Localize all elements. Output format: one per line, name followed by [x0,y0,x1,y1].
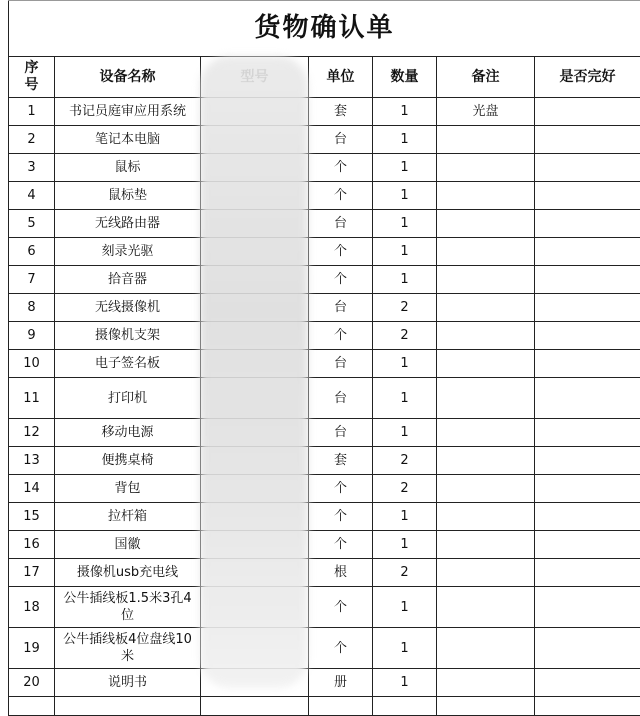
row-unit: 册 [309,669,373,697]
table-row [9,294,640,322]
row-ok [535,559,640,587]
row-qty: 1 [373,531,437,559]
row-note: 光盘 [437,98,535,126]
row-ok [535,669,640,697]
row-seq: 1 [9,98,55,126]
row-device-name: 书记员庭审应用系统 [55,98,201,126]
row-qty: 1 [373,587,437,628]
table-row [9,628,640,669]
row-qty: 1 [373,98,437,126]
table-row [9,531,640,559]
row-seq: 10 [9,350,55,378]
table-row [9,182,640,210]
row-note [437,503,535,531]
row-qty: 1 [373,503,437,531]
row-ok [535,447,640,475]
row-note [437,266,535,294]
row-seq: 8 [9,294,55,322]
row-qty: 2 [373,559,437,587]
row-qty: 2 [373,475,437,503]
row-ok [535,210,640,238]
row-note [437,154,535,182]
row-device-name: 无线路由器 [55,210,201,238]
row-unit: 个 [309,322,373,350]
row-note [437,126,535,154]
row-ok [535,126,640,154]
row-note [437,294,535,322]
row-unit: 台 [309,126,373,154]
header-unit: 单位 [309,57,373,98]
row-note [437,210,535,238]
row-device-name: 笔记本电脑 [55,126,201,154]
row-note [437,447,535,475]
table-row [9,669,640,697]
table-row [9,210,640,238]
row-note [437,587,535,628]
row-ok [535,266,640,294]
table-row [9,322,640,350]
row-seq: 2 [9,126,55,154]
row-device-name: 移动电源 [55,419,201,447]
row-qty: 1 [373,266,437,294]
row-unit: 台 [309,378,373,419]
row-qty: 1 [373,126,437,154]
row-note [437,669,535,697]
row-device-name: 鼠标 [55,154,201,182]
goods-table [8,0,640,716]
row-device-name: 拾音器 [55,266,201,294]
row-ok [535,182,640,210]
row-ok [535,475,640,503]
row-ok [535,322,640,350]
row-qty: 1 [373,154,437,182]
row-seq: 14 [9,475,55,503]
table-row [9,587,640,628]
row-qty: 2 [373,322,437,350]
header-seq: 序号 [9,57,55,98]
row-device-name: 鼠标垫 [55,182,201,210]
row-note [437,559,535,587]
row-note [437,350,535,378]
row-ok [535,531,640,559]
row-qty: 1 [373,350,437,378]
row-seq: 11 [9,378,55,419]
row-unit: 个 [309,628,373,669]
blank-row [9,697,640,716]
row-device-name: 摄像机支架 [55,322,201,350]
row-unit: 台 [309,419,373,447]
row-note [437,378,535,419]
row-seq: 13 [9,447,55,475]
row-seq: 15 [9,503,55,531]
row-ok [535,503,640,531]
table-row [9,154,640,182]
row-unit: 个 [309,587,373,628]
row-device-name: 背包 [55,475,201,503]
row-qty: 1 [373,669,437,697]
row-device-name: 拉杆箱 [55,503,201,531]
row-device-name: 摄像机usb充电线 [55,559,201,587]
row-note [437,628,535,669]
model-column-redaction [200,56,308,688]
row-unit: 个 [309,531,373,559]
table-row [9,350,640,378]
row-ok [535,587,640,628]
row-unit: 台 [309,294,373,322]
row-device-name: 电子签名板 [55,350,201,378]
row-note [437,322,535,350]
row-unit: 套 [309,447,373,475]
row-ok [535,350,640,378]
header-note: 备注 [437,57,535,98]
table-row [9,98,640,126]
row-unit: 个 [309,475,373,503]
table-row [9,559,640,587]
row-seq: 20 [9,669,55,697]
row-unit: 个 [309,238,373,266]
row-ok [535,98,640,126]
sheet-title: 货物确认单 [9,1,640,57]
row-note [437,238,535,266]
row-qty: 1 [373,419,437,447]
row-qty: 1 [373,210,437,238]
row-unit: 个 [309,266,373,294]
row-unit: 个 [309,182,373,210]
row-seq: 18 [9,587,55,628]
row-seq: 16 [9,531,55,559]
table-row [9,378,640,419]
row-ok [535,238,640,266]
table-row [9,503,640,531]
row-ok [535,294,640,322]
table-row [9,447,640,475]
row-note [437,531,535,559]
row-seq: 5 [9,210,55,238]
row-seq: 9 [9,322,55,350]
row-unit: 台 [309,210,373,238]
row-device-name: 国徽 [55,531,201,559]
header-qty: 数量 [373,57,437,98]
row-note [437,182,535,210]
row-ok [535,378,640,419]
row-seq: 4 [9,182,55,210]
table-row [9,475,640,503]
row-seq: 7 [9,266,55,294]
row-qty: 1 [373,182,437,210]
row-unit: 台 [309,350,373,378]
row-seq: 19 [9,628,55,669]
row-unit: 根 [309,559,373,587]
row-ok [535,628,640,669]
row-device-name: 便携桌椅 [55,447,201,475]
row-qty: 1 [373,238,437,266]
row-ok [535,419,640,447]
table-body [9,98,640,697]
header-name: 设备名称 [55,57,201,98]
row-note [437,475,535,503]
row-note [437,419,535,447]
header-ok: 是否完好 [535,57,640,98]
table-row [9,238,640,266]
row-unit: 个 [309,154,373,182]
row-seq: 17 [9,559,55,587]
row-device-name: 公牛插线板1.5米3孔4位 [55,587,201,628]
row-qty: 2 [373,447,437,475]
table-row [9,266,640,294]
row-device-name: 说明书 [55,669,201,697]
row-device-name: 刻录光驱 [55,238,201,266]
row-unit: 个 [309,503,373,531]
table-row [9,126,640,154]
row-device-name: 公牛插线板4位盘线10米 [55,628,201,669]
table-row [9,419,640,447]
row-qty: 1 [373,378,437,419]
row-device-name: 无线摄像机 [55,294,201,322]
row-unit: 套 [309,98,373,126]
row-ok [535,154,640,182]
header-row [9,57,640,98]
row-seq: 6 [9,238,55,266]
row-qty: 1 [373,628,437,669]
row-qty: 2 [373,294,437,322]
row-seq: 12 [9,419,55,447]
row-seq: 3 [9,154,55,182]
row-device-name: 打印机 [55,378,201,419]
